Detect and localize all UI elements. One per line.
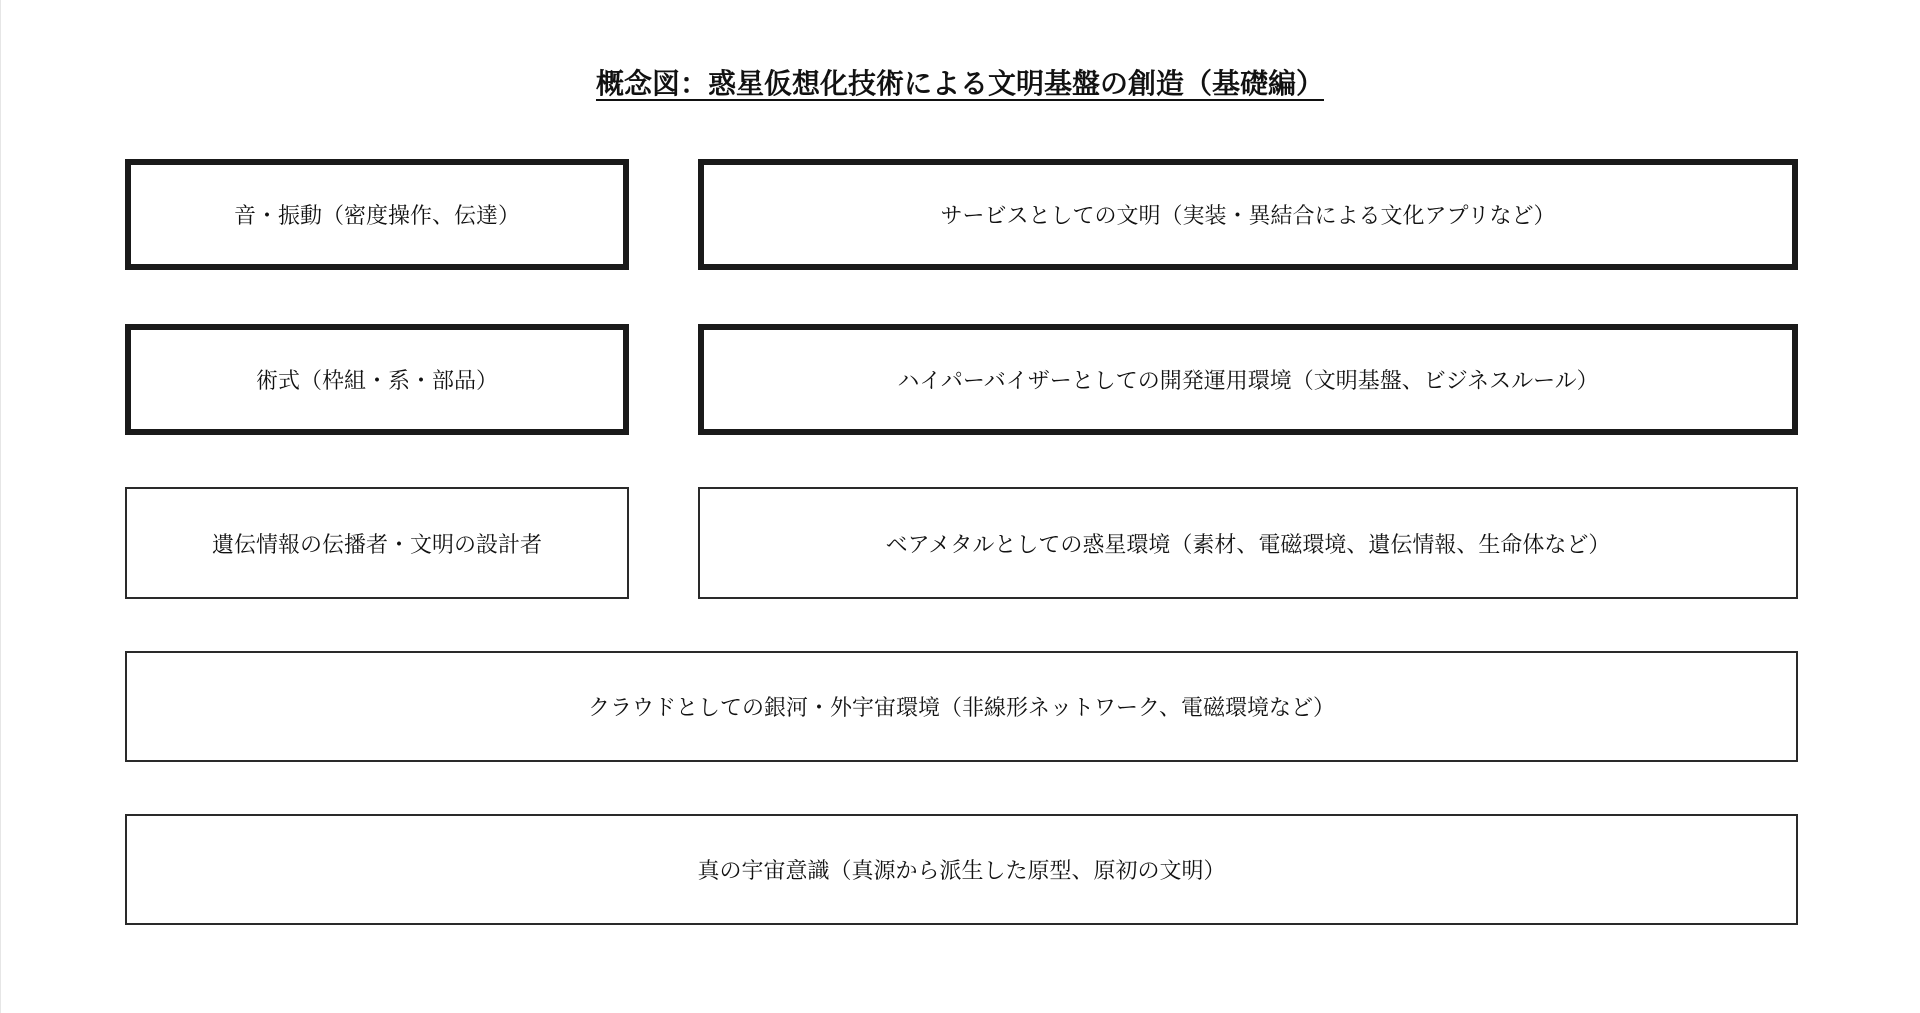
box-label: サービスとしての文明（実装・異結合による文化アプリなど） (940, 204, 1556, 229)
box-cosmic-consciousness (125, 814, 1798, 925)
box-hypervisor (698, 324, 1798, 435)
box-label: ベアメタルとしての惑星環境（素材、電磁環境、遺伝情報、生命体など） (885, 532, 1611, 558)
diagram-title: 概念図：惑星仮想化技術による文明基盤の創造（基礎編） (595, 67, 1324, 100)
box-label: 真の宇宙意識（真源から派生した原型、原初の文明） (697, 859, 1226, 884)
left-edge-divider (0, 0, 1, 1013)
box-cloud (125, 651, 1798, 762)
box-technique (125, 324, 629, 435)
box-sound-vibration (125, 159, 629, 270)
box-designer (125, 487, 629, 599)
diagram-title-container (0, 62, 1920, 102)
box-bare-metal (698, 487, 1798, 599)
box-label: 音・振動（密度操作、伝達） (233, 204, 520, 229)
box-label: ハイパーバイザーとしての開発運用環境（文明基盤、ビジネスルール） (897, 369, 1599, 394)
box-civilization-as-a-service (698, 159, 1798, 270)
box-label: 遺伝情報の伝播者・文明の設計者 (211, 532, 542, 558)
box-label: クラウドとしての銀河・外宇宙環境（非線形ネットワーク、電磁環境など） (587, 696, 1336, 721)
box-label: 術式（枠組・系・部品） (255, 369, 498, 394)
